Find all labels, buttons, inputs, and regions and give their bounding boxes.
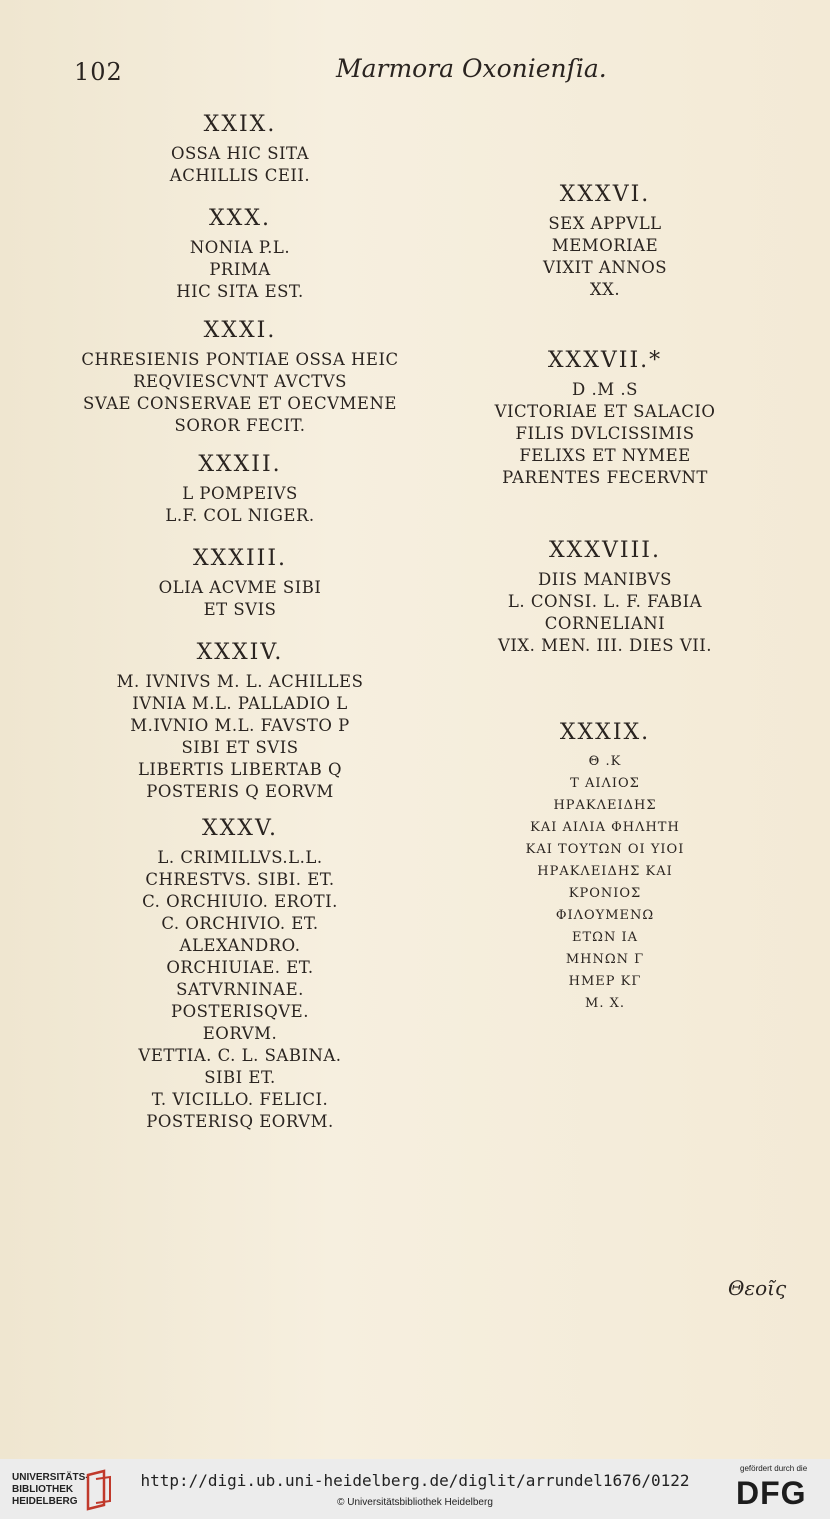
inscription-line: FELIXS ET NYMEE xyxy=(519,446,691,465)
inscription-line: ΚΑΙ ΑΙΛΙΑ ΦΗΛΗΤΗ xyxy=(530,820,680,835)
inscription-line: Τ ΑΙΛΙΟΣ xyxy=(570,776,640,791)
inscription-line: L. CONSI. L. F. FABIA xyxy=(507,592,703,611)
inscription-line: ΗΡΑΚΛΕΙΔΗΣ ΚΑΙ xyxy=(537,864,673,879)
inscription-line: ET SVIS xyxy=(203,600,277,619)
inscription-number: XXXVIII. xyxy=(549,538,661,563)
inscription-number: XXXV. xyxy=(201,816,279,841)
inscription-line: OSSA HIC SITA xyxy=(170,144,310,163)
inscription-line: NONIA P.L. xyxy=(189,238,291,257)
inscription-line: POSTERIS Q EORVM xyxy=(146,782,334,801)
inscription-line: POSTERISQVE. xyxy=(171,1002,309,1021)
inscription-number: XXXI. xyxy=(203,318,277,343)
inscription-line: M. IVNIVS M. L. ACHILLES xyxy=(116,672,364,691)
inscription-line: CHRESIENIS PONTIAE OSSA HEIC xyxy=(81,350,399,369)
inscription-line: REQVIESCVNT AVCTVS xyxy=(133,372,347,391)
inscription-line: L.F. COL NIGER. xyxy=(165,506,315,525)
inscription-number: XXXII. xyxy=(198,452,282,477)
inscription-31 xyxy=(70,318,410,437)
inscription-line: LIBERTIS LIBERTAB Q xyxy=(137,760,343,779)
copyright-notice: © Universitätsbibliothek Heidelberg xyxy=(337,1497,493,1508)
inscription-line: VIXIT ANNOS xyxy=(542,258,668,277)
inscription-line: ΕΤΩΝ ΙΑ xyxy=(572,930,638,945)
library-name-line: HEIDELBERG xyxy=(12,1496,78,1507)
inscription-line: T. VICILLO. FELICI. xyxy=(151,1090,329,1109)
inscription-line: SATVRNINAE. xyxy=(176,980,304,999)
inscription-line: DIIS MANIBVS xyxy=(538,570,672,589)
inscription-37 xyxy=(440,348,770,489)
inscription-34 xyxy=(70,640,410,803)
inscription-line: VIX. MEN. III. DIES VII. xyxy=(497,636,713,655)
inscription-39 xyxy=(440,720,770,1015)
inscription-line: L POMPEIVS xyxy=(182,484,298,503)
inscription-33 xyxy=(70,546,410,621)
inscription-line: SIBI ET SVIS xyxy=(181,738,299,757)
inscription-line: VICTORIAE ET SALACIO xyxy=(494,402,716,421)
inscription-number: XXXVI. xyxy=(559,182,651,207)
inscription-line: ΦΙΛΟΥΜΕΝΩ xyxy=(555,908,655,923)
inscription-line: FILIS DVLCISSIMIS xyxy=(515,424,695,443)
inscription-35 xyxy=(70,816,410,1133)
inscription-line: ΜΗΝΩΝ Γ xyxy=(565,952,645,967)
inscription-line: ΚΡΟΝΙΟΣ xyxy=(568,886,642,901)
inscription-line: ALEXANDRO. xyxy=(179,936,301,955)
sponsor-text: gefördert durch die xyxy=(740,1464,808,1473)
inscription-29 xyxy=(70,112,410,187)
inscription-line: Θ .Κ xyxy=(588,754,622,769)
inscription-number: XXIX. xyxy=(203,112,277,137)
inscription-line: SOROR FECIT. xyxy=(174,416,306,435)
inscription-line: PARENTES FECERVNT xyxy=(502,468,708,487)
inscription-line: IVNIA M.L. PALLADIO L xyxy=(132,694,348,713)
inscription-line: ΚΑΙ ΤΟΥΤΩΝ ΟΙ ΥΙΟΙ xyxy=(525,842,685,857)
inscription-line: C. ORCHIVIO. ET. xyxy=(161,914,319,933)
inscription-line: OLIA ACVME SIBI xyxy=(158,578,322,597)
inscription-line: CORNELIANI xyxy=(544,614,666,633)
inscription-line: XX. xyxy=(589,280,621,299)
inscription-line: POSTERISQ EORVM. xyxy=(146,1112,334,1131)
inscription-number: XXX. xyxy=(209,206,271,231)
inscription-line: D .M .S xyxy=(572,380,638,399)
inscription-line: ΗΡΑΚΛΕΙΔΗΣ xyxy=(553,798,657,813)
inscription-line: HIC SITA EST. xyxy=(176,282,304,301)
inscription-36 xyxy=(440,182,770,301)
viewer-footer xyxy=(0,1459,830,1519)
inscription-line: CHRESTVS. SIBI. ET. xyxy=(145,870,335,889)
page-number: 102 xyxy=(74,58,123,86)
inscription-line: MEMORIAE xyxy=(551,236,659,255)
inscription-line: ORCHIUIAE. ET. xyxy=(166,958,314,977)
inscription-line: EORVM. xyxy=(202,1024,278,1043)
inscription-line: ΗΜΕΡ ΚΓ xyxy=(568,974,642,989)
inscription-line: SVAE CONSERVAE ET OECVMENE xyxy=(83,394,397,413)
dfg-logo[interactable]: DFG xyxy=(736,1475,807,1511)
inscription-line: PRIMA xyxy=(209,260,271,279)
inscription-line: VETTIA. C. L. SABINA. xyxy=(138,1046,342,1065)
inscription-38 xyxy=(440,538,770,657)
inscription-number: XXXIII. xyxy=(192,546,288,571)
inscription-line: Μ. Χ. xyxy=(585,996,625,1011)
inscription-number: XXXIV. xyxy=(196,640,284,665)
running-title: Marmora Oxonienſia. xyxy=(336,54,607,83)
inscription-number: XXXIX. xyxy=(559,720,651,745)
permalink-url[interactable]: http://digi.ub.uni-heidelberg.de/diglit/arrundel1676/0122 xyxy=(140,1471,690,1490)
inscription-line: ACHILLIS CEII. xyxy=(169,166,311,185)
inscription-line: L. CRIMILLVS.L.L. xyxy=(157,848,323,867)
library-name-line: UNIVERSITÄTS- xyxy=(12,1472,89,1483)
inscription-line: SEX APPVLL xyxy=(548,214,662,233)
inscription-32 xyxy=(70,452,410,527)
library-name-line: BIBLIOTHEK xyxy=(12,1484,74,1495)
inscription-number: XXXVII.* xyxy=(547,348,663,373)
catchword: Θεοῖς xyxy=(728,1276,787,1300)
inscription-line: C. ORCHIUIO. EROTI. xyxy=(142,892,338,911)
inscription-30 xyxy=(70,206,410,303)
inscription-line: SIBI ET. xyxy=(204,1068,276,1087)
inscription-line: M.IVNIO M.L. FAVSTO P xyxy=(130,716,350,735)
